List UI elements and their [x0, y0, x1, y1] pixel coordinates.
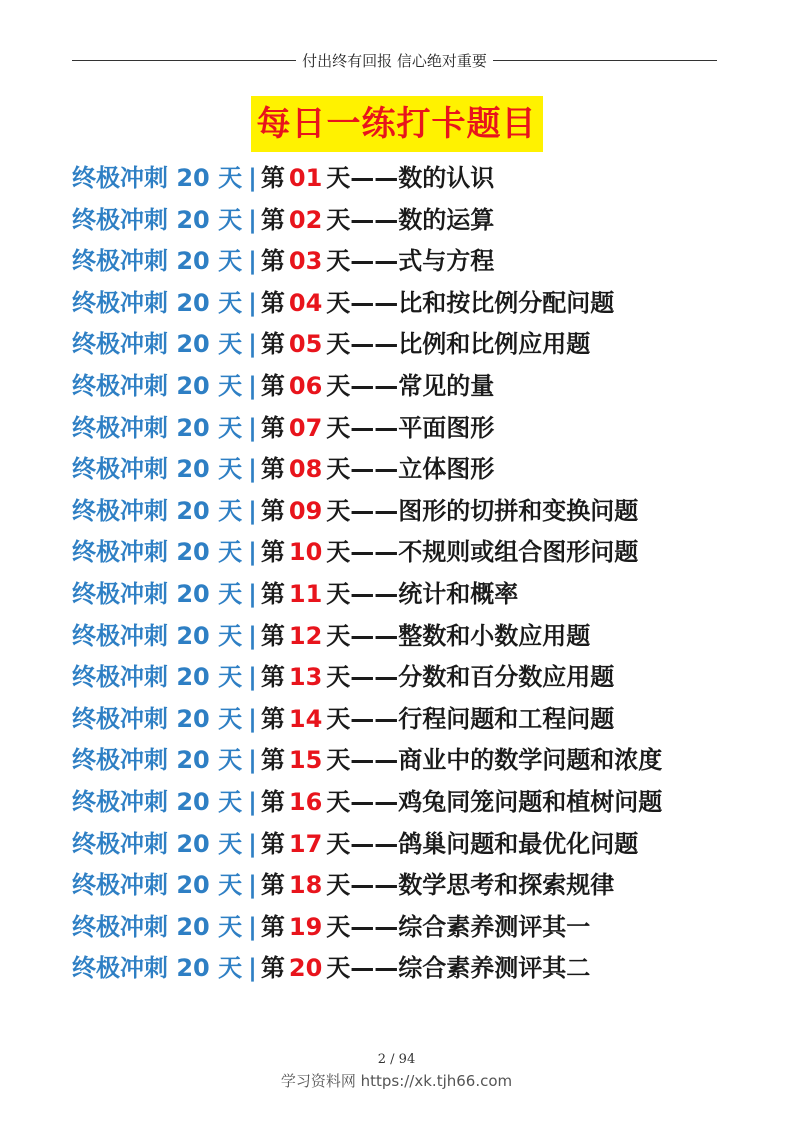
- day-number: 01: [288, 164, 323, 192]
- day-suffix: 天: [326, 912, 351, 941]
- day-suffix: 天: [326, 538, 351, 567]
- day-suffix: 天: [326, 496, 351, 525]
- dash: ——: [350, 330, 399, 359]
- list-item: [72, 491, 662, 533]
- separator: |: [248, 288, 257, 317]
- series-label: 终极冲刺 20 天: [72, 371, 243, 400]
- day-suffix: 天: [326, 829, 351, 858]
- day-prefix: 第: [260, 746, 285, 775]
- day-number: 18: [288, 871, 323, 900]
- topic-label: 数的运算: [398, 205, 495, 234]
- separator: |: [248, 247, 257, 276]
- series-label: 终极冲刺 20 天: [72, 912, 243, 941]
- series-label: 终极冲刺 20 天: [72, 829, 243, 858]
- series-label: 终极冲刺 20 天: [72, 954, 243, 983]
- day-number: 12: [288, 621, 323, 650]
- dash: ——: [350, 787, 399, 816]
- day-prefix: 第: [260, 455, 285, 484]
- series-label: 终极冲刺 20 天: [72, 579, 243, 608]
- day-prefix: 第: [260, 247, 285, 276]
- dash: ——: [350, 704, 399, 733]
- day-suffix: 天: [326, 330, 351, 359]
- separator: |: [248, 371, 257, 400]
- list-item: [72, 324, 662, 366]
- dash: ——: [350, 663, 399, 692]
- separator: |: [248, 496, 257, 525]
- day-number: 04: [288, 288, 323, 317]
- day-number: 19: [288, 912, 323, 941]
- topic-label: 整数和小数应用题: [398, 621, 591, 650]
- day-number: 08: [288, 455, 323, 484]
- day-prefix: 第: [260, 205, 285, 234]
- dash: ——: [350, 621, 399, 650]
- list-item: [72, 699, 662, 741]
- list-item: [72, 366, 662, 408]
- separator: |: [248, 413, 257, 442]
- day-suffix: 天: [326, 663, 351, 692]
- series-label: 终极冲刺 20 天: [72, 496, 243, 525]
- topic-label: 比和按比例分配问题: [398, 288, 615, 317]
- dash: ——: [350, 954, 399, 983]
- topic-label: 常见的量: [398, 371, 495, 400]
- topic-label: 综合素养测评其二: [398, 954, 591, 983]
- separator: |: [248, 538, 257, 567]
- separator: |: [248, 621, 257, 650]
- separator: |: [248, 205, 257, 234]
- topic-label: 商业中的数学问题和浓度: [398, 746, 663, 775]
- day-number: 06: [288, 371, 323, 400]
- page-title: 每日一练打卡题目: [251, 96, 543, 152]
- separator: |: [248, 954, 257, 983]
- page-number: 2 / 94: [377, 1052, 416, 1067]
- series-label: 终极冲刺 20 天: [72, 205, 243, 234]
- day-suffix: 天: [326, 371, 351, 400]
- list-item: [72, 907, 662, 949]
- day-number: 02: [288, 205, 323, 234]
- dash: ——: [350, 746, 399, 775]
- topic-label: 立体图形: [398, 455, 495, 484]
- day-prefix: 第: [260, 579, 285, 608]
- day-suffix: 天: [326, 746, 351, 775]
- day-suffix: 天: [326, 205, 351, 234]
- list-item: [72, 283, 662, 325]
- day-number: 13: [288, 663, 323, 692]
- topic-label: 平面图形: [398, 413, 495, 442]
- day-suffix: 天: [326, 579, 351, 608]
- separator: |: [248, 579, 257, 608]
- series-label: 终极冲刺 20 天: [72, 455, 243, 484]
- header-rule-right: [493, 60, 717, 61]
- series-label: 终极冲刺 20 天: [72, 247, 243, 276]
- separator: |: [248, 871, 257, 900]
- topic-label: 数学思考和探索规律: [398, 871, 615, 900]
- dash: ——: [350, 912, 399, 941]
- day-prefix: 第: [260, 704, 285, 733]
- topic-label: 综合素养测评其一: [398, 912, 591, 941]
- day-number: 10: [288, 538, 323, 567]
- dash: ——: [350, 455, 399, 484]
- day-suffix: 天: [326, 954, 351, 983]
- day-suffix: 天: [326, 621, 351, 650]
- day-prefix: 第: [260, 912, 285, 941]
- topic-label: 式与方程: [398, 247, 495, 276]
- day-number: 09: [288, 496, 323, 525]
- day-prefix: 第: [260, 371, 285, 400]
- series-label: 终极冲刺 20 天: [72, 663, 243, 692]
- list-item: [72, 616, 662, 658]
- day-prefix: 第: [260, 164, 285, 192]
- day-suffix: 天: [326, 413, 351, 442]
- separator: |: [248, 330, 257, 359]
- list-item: [72, 865, 662, 907]
- topic-label: 不规则或组合图形问题: [398, 538, 639, 567]
- day-number: 14: [288, 704, 323, 733]
- day-number: 07: [288, 413, 323, 442]
- topic-label: 数的认识: [398, 164, 495, 192]
- series-label: 终极冲刺 20 天: [72, 413, 243, 442]
- list-item: [72, 532, 662, 574]
- day-suffix: 天: [326, 288, 351, 317]
- separator: |: [248, 164, 257, 192]
- list-item: [72, 158, 662, 200]
- day-prefix: 第: [260, 413, 285, 442]
- topic-label: 分数和百分数应用题: [398, 663, 615, 692]
- day-suffix: 天: [326, 787, 351, 816]
- topic-label: 鸡兔同笼问题和植树问题: [398, 787, 663, 816]
- day-suffix: 天: [326, 455, 351, 484]
- series-label: 终极冲刺 20 天: [72, 288, 243, 317]
- list-item: [72, 782, 662, 824]
- day-number: 05: [288, 330, 323, 359]
- separator: |: [248, 912, 257, 941]
- series-label: 终极冲刺 20 天: [72, 746, 243, 775]
- list-item: [72, 200, 662, 242]
- separator: |: [248, 704, 257, 733]
- series-label: 终极冲刺 20 天: [72, 704, 243, 733]
- title-container: [0, 96, 793, 152]
- dash: ——: [350, 871, 399, 900]
- day-suffix: 天: [326, 704, 351, 733]
- list-item: [72, 449, 662, 491]
- list-item: [72, 657, 662, 699]
- day-prefix: 第: [260, 787, 285, 816]
- day-prefix: 第: [260, 663, 285, 692]
- day-prefix: 第: [260, 330, 285, 359]
- dash: ——: [350, 829, 399, 858]
- list-item: [72, 824, 662, 866]
- day-number: 16: [288, 787, 323, 816]
- list-item: [72, 948, 662, 990]
- list-item: [72, 241, 662, 283]
- day-prefix: 第: [260, 871, 285, 900]
- dash: ——: [350, 579, 399, 608]
- series-label: 终极冲刺 20 天: [72, 787, 243, 816]
- dash: ——: [350, 205, 399, 234]
- topic-label: 鸽巢问题和最优化问题: [398, 829, 639, 858]
- list-item: [72, 574, 662, 616]
- dash: ——: [350, 371, 399, 400]
- list-item: [72, 408, 662, 450]
- topic-label: 行程问题和工程问题: [398, 704, 615, 733]
- day-prefix: 第: [260, 496, 285, 525]
- series-label: 终极冲刺 20 天: [72, 330, 243, 359]
- day-number: 11: [288, 579, 323, 608]
- dash: ——: [350, 288, 399, 317]
- page-header: [72, 48, 717, 72]
- day-prefix: 第: [260, 621, 285, 650]
- day-number: 03: [288, 247, 323, 276]
- day-suffix: 天: [326, 164, 351, 192]
- list-item: [72, 740, 662, 782]
- day-suffix: 天: [326, 247, 351, 276]
- day-list: [72, 158, 662, 990]
- topic-label: 比例和比例应用题: [398, 330, 591, 359]
- header-motto: 付出终有回报 信心绝对重要: [302, 51, 487, 70]
- day-prefix: 第: [260, 954, 285, 983]
- dash: ——: [350, 164, 399, 192]
- separator: |: [248, 829, 257, 858]
- topic-label: 统计和概率: [398, 579, 519, 608]
- dash: ——: [350, 413, 399, 442]
- dash: ——: [350, 496, 399, 525]
- separator: |: [248, 787, 257, 816]
- series-label: 终极冲刺 20 天: [72, 538, 243, 567]
- series-label: 终极冲刺 20 天: [72, 871, 243, 900]
- day-prefix: 第: [260, 288, 285, 317]
- separator: |: [248, 663, 257, 692]
- day-number: 20: [288, 954, 323, 983]
- dash: ——: [350, 247, 399, 276]
- dash: ——: [350, 538, 399, 567]
- separator: |: [248, 746, 257, 775]
- day-suffix: 天: [326, 871, 351, 900]
- header-rule-left: [72, 60, 296, 61]
- series-label: 终极冲刺 20 天: [72, 621, 243, 650]
- day-prefix: 第: [260, 538, 285, 567]
- topic-label: 图形的切拼和变换问题: [398, 496, 639, 525]
- day-prefix: 第: [260, 829, 285, 858]
- day-number: 17: [288, 829, 323, 858]
- separator: |: [248, 455, 257, 484]
- footer-site-link[interactable]: 学习资料网 https://xk.tjh66.com: [280, 1072, 513, 1090]
- day-number: 15: [288, 746, 323, 775]
- series-label: 终极冲刺 20 天: [72, 164, 243, 192]
